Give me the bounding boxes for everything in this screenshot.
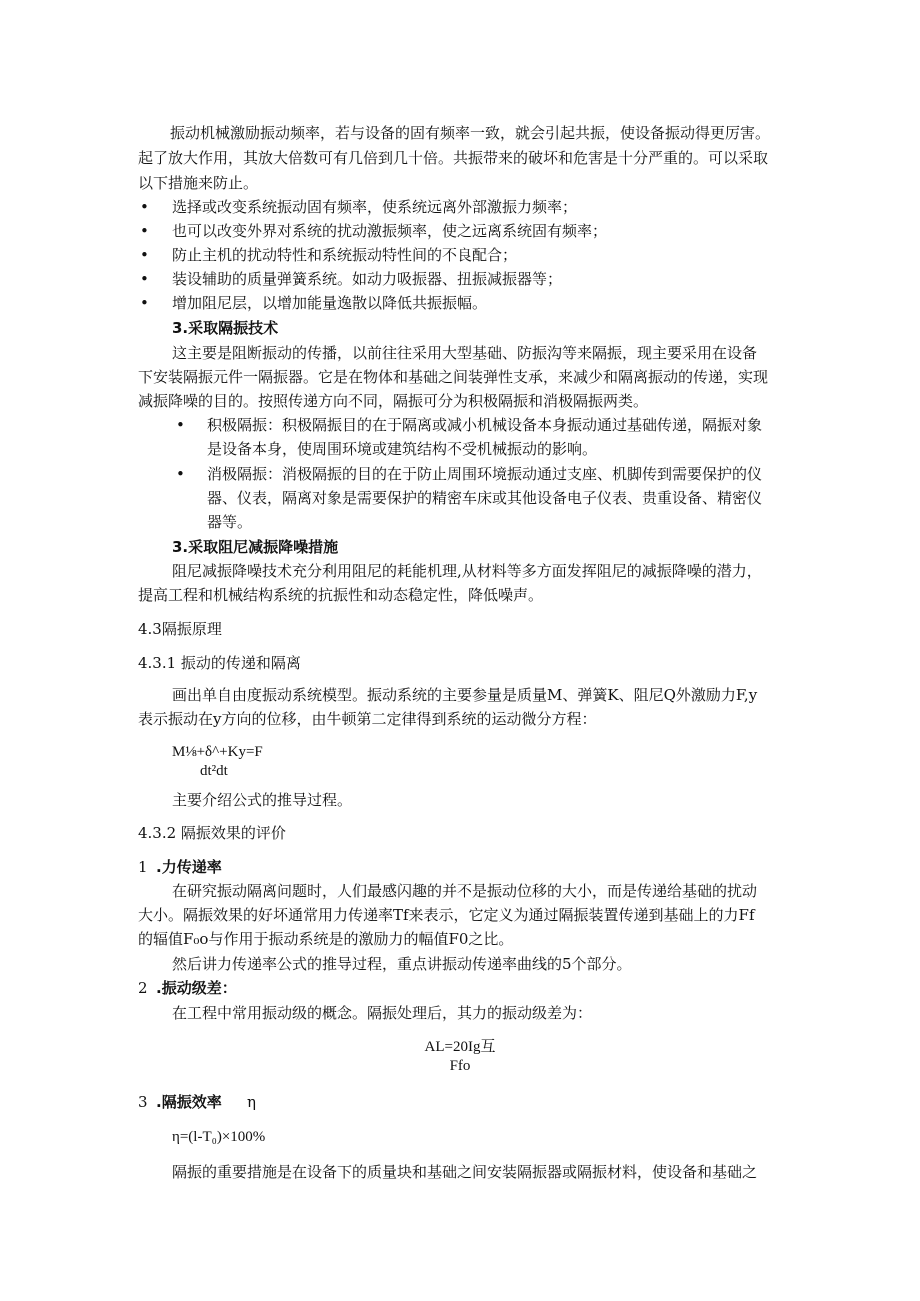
intro-line-2: 起了放大作用，其放大倍数可有几倍到几十倍。共振带来的破坏和危害是十分严重的。可以采取 — [138, 149, 769, 167]
intro-line-1: 振动机械激励振动频率，若与设备的固有频率一致，就会引起共振，使设备振动得更厉害。 — [170, 124, 771, 142]
section-4-3-1-heading: 4.3.1 振动的传递和隔离 — [138, 654, 301, 672]
isolation-para-line-1: 这主要是阻断振动的传播，以前往往采用大型基础、防振沟等来隔振，现主要采用在设备 — [172, 344, 758, 362]
force-para-line-4: 然后讲力传递率公式的推导过程，重点讲振动传递率曲线的5个部分。 — [172, 955, 632, 973]
damping-para-line-2: 提高工程和机械结构系统的抗振性和动态稳定性，降低噪声。 — [138, 586, 544, 604]
section-4-3-2-heading: 4.3.2 隔振效果的评价 — [138, 824, 286, 842]
model-para-line-2: 表示振动在y方向的位移，由牛顿第二定律得到系统的运动微分方程： — [138, 710, 597, 728]
bullet-item: 增加阻尼层，以增加能量逸散以降低共振振幅。 — [172, 294, 488, 312]
level-formula-top: AL=20Ig互 — [424, 1039, 496, 1055]
item-number: 3 — [138, 1093, 148, 1111]
bullet-item: 防止主机的扰动特性和系统振动特性间的不良配合； — [172, 246, 518, 264]
derivation-note: 主要介绍公式的推导过程。 — [172, 791, 353, 809]
bullet-dot: • — [140, 222, 149, 240]
isolation-para-line-3: 减振降噪的目的。按照传递方向不同，隔振可分为积极隔振和消极隔振两类。 — [138, 392, 649, 410]
bullet-dot: • — [140, 270, 149, 288]
bullet-item: 也可以改变外界对系统的扰动激振频率，使之远离系统固有频率； — [172, 222, 608, 240]
passive-isolation-line-2: 器、仪表，隔离对象是需要保护的精密车床或其他设备电子仪表、贵重设备、精密仪 — [207, 489, 763, 507]
bullet-dot: • — [176, 465, 185, 483]
motion-equation-top: M⅛+δ^+Ky=F — [172, 744, 263, 760]
active-isolation-line-2: 是设备本身，使周围环境或建筑结构不受机械振动的影响。 — [207, 440, 598, 458]
bullet-dot: • — [140, 246, 149, 264]
vibration-level-para: 在工程中常用振动级的概念。隔振处理后，其力的振动级差为： — [172, 1004, 593, 1022]
bullet-item: 选择或改变系统振动固有频率，使系统远离外部激振力频率； — [172, 198, 578, 216]
force-para-line-3: 的辐值F₀o与作用于振动系统是的激励力的幅值F0之比。 — [138, 930, 514, 948]
model-para-line-1: 画出单自由度振动系统模型。振动系统的主要参量是质量M、弹簧K、阻尼Q外激励力F,y — [172, 686, 758, 704]
efficiency-formula: η=(l-T₀)×100% — [172, 1129, 266, 1145]
item-number: 2 — [138, 979, 148, 997]
damping-heading: 3.采取阻尼减振降噪措施 — [172, 538, 339, 556]
force-transmissibility-title: .力传递率 — [156, 858, 222, 876]
eta-symbol: η — [247, 1093, 256, 1111]
damping-para-line-1: 阻尼减振降噪技术充分利用阻尼的耗能机理,从材料等多方面发挥阻尼的减振降噪的潜力， — [172, 562, 762, 580]
force-para-line-2: 大小。隔振效果的好坏通常用力传递率Tf来表示，它定义为通过隔振装置传递到基础上的力Ff — [138, 906, 755, 924]
motion-equation-bottom: dt²dt — [200, 763, 228, 779]
bullet-dot: • — [140, 294, 149, 312]
bullet-dot: • — [140, 198, 149, 216]
intro-line-3: 以下措施来防止。 — [138, 174, 259, 192]
bullet-item: 装设辅助的质量弹簧系统。如动力吸振器、扭振减振器等； — [172, 270, 563, 288]
passive-isolation-line-1: 消极隔振：消极隔振的目的在于防止周围环境振动通过支座、机脚传到需要保护的仪 — [207, 465, 763, 483]
isolation-efficiency-title: .隔振效率 — [156, 1093, 222, 1111]
item-number: 1 — [138, 858, 148, 876]
section-4-3-heading: 4.3隔振原理 — [138, 620, 222, 638]
active-isolation-line-1: 积极隔振：积极隔振目的在于隔离或减小机械设备本身振动通过基础传递，隔振对象 — [207, 416, 763, 434]
force-para-line-1: 在研究振动隔离问题时，人们最感闪趣的并不是振动位移的大小，而是传递给基础的扰动 — [172, 882, 758, 900]
bullet-dot: • — [176, 416, 185, 434]
level-formula-bottom: Ffo — [449, 1058, 471, 1074]
isolation-para-line-2: 下安装隔振元件一隔振器。它是在物体和基础之间装弹性支承，来减少和隔离振动的传递，实现 — [138, 368, 769, 386]
passive-isolation-line-3: 器等。 — [207, 513, 253, 531]
isolation-heading: 3.采取隔振技术 — [172, 319, 279, 337]
vibration-level-title: .振动级差： — [156, 979, 237, 997]
final-para-line: 隔振的重要措施是在设备下的质量块和基础之间安装隔振器或隔振材料，使设备和基础之 — [172, 1163, 758, 1181]
